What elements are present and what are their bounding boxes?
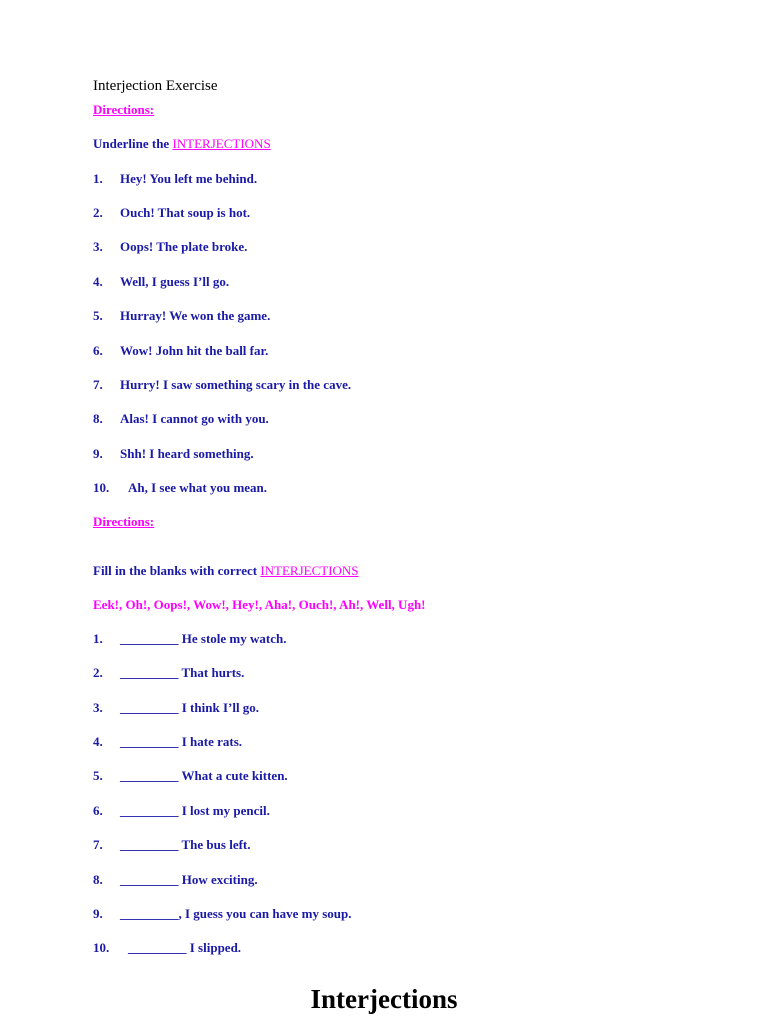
item-text: _________ How exciting.: [120, 872, 258, 887]
item-number: 3.: [93, 239, 103, 254]
section1-instruction-prefix: Underline the: [93, 136, 170, 151]
item-text: _________ I slipped.: [128, 940, 242, 955]
item-text: Oops! The plate broke.: [120, 239, 248, 254]
section2-instruction-prefix: Fill in the blanks with correct: [93, 563, 258, 578]
item-number: 1.: [93, 631, 103, 646]
item-text: Ah, I see what you mean.: [128, 480, 268, 495]
item-text: _________ What a cute kitten.: [120, 768, 288, 783]
item-number: 2.: [93, 205, 103, 220]
item-number: 4.: [93, 734, 103, 749]
item-number: 5.: [93, 768, 103, 783]
item-text: Well, I guess I’ll go.: [120, 274, 230, 289]
item-number: 4.: [93, 274, 103, 289]
item-text: Shh! I heard something.: [120, 446, 254, 461]
item-number: 5.: [93, 308, 103, 323]
item-number: 10.: [93, 480, 110, 495]
item-text: Hurry! I saw something scary in the cave.: [120, 377, 352, 392]
item-number: 7.: [93, 837, 103, 852]
item-number: 10.: [93, 940, 110, 955]
section2-instruction-keyword: INTERJECTIONS: [260, 563, 359, 578]
item-text: _________, I guess you can have my soup.: [120, 906, 352, 921]
item-number: 7.: [93, 377, 103, 392]
item-number: 9.: [93, 906, 103, 921]
item-number: 8.: [93, 411, 103, 426]
item-text: _________ He stole my watch.: [120, 631, 287, 646]
section1-instruction: [93, 135, 271, 153]
item-number: 6.: [93, 343, 103, 358]
item-text: _________ I lost my pencil.: [120, 803, 270, 818]
word-bank: Eek!, Oh!, Oops!, Wow!, Hey!, Aha!, Ouch!, Ah!, Well, Ugh!: [93, 597, 426, 612]
section2-directions-label: Directions:: [93, 514, 155, 529]
item-text: Wow! John hit the ball far.: [120, 343, 269, 358]
item-text: _________ The bus left.: [120, 837, 251, 852]
item-number: 8.: [93, 872, 103, 887]
item-number: 1.: [93, 171, 103, 186]
item-text: Hey! You left me behind.: [120, 171, 258, 186]
item-number: 2.: [93, 665, 103, 680]
item-number: 9.: [93, 446, 103, 461]
item-number: 6.: [93, 803, 103, 818]
item-text: Hurray! We won the game.: [120, 308, 271, 323]
item-text: _________ I think I’ll go.: [120, 700, 260, 715]
item-number: 3.: [93, 700, 103, 715]
section1-directions-label: Directions:: [93, 102, 155, 117]
item-text: _________ That hurts.: [120, 665, 245, 680]
section2-instruction: [93, 562, 359, 580]
footer-heading: Interjections: [310, 984, 458, 1014]
item-text: _________ I hate rats.: [120, 734, 243, 749]
item-text: Alas! I cannot go with you.: [120, 411, 269, 426]
item-text: Ouch! That soup is hot.: [120, 205, 251, 220]
section1-instruction-keyword: INTERJECTIONS: [172, 136, 271, 151]
document-title: Interjection Exercise: [93, 78, 218, 94]
